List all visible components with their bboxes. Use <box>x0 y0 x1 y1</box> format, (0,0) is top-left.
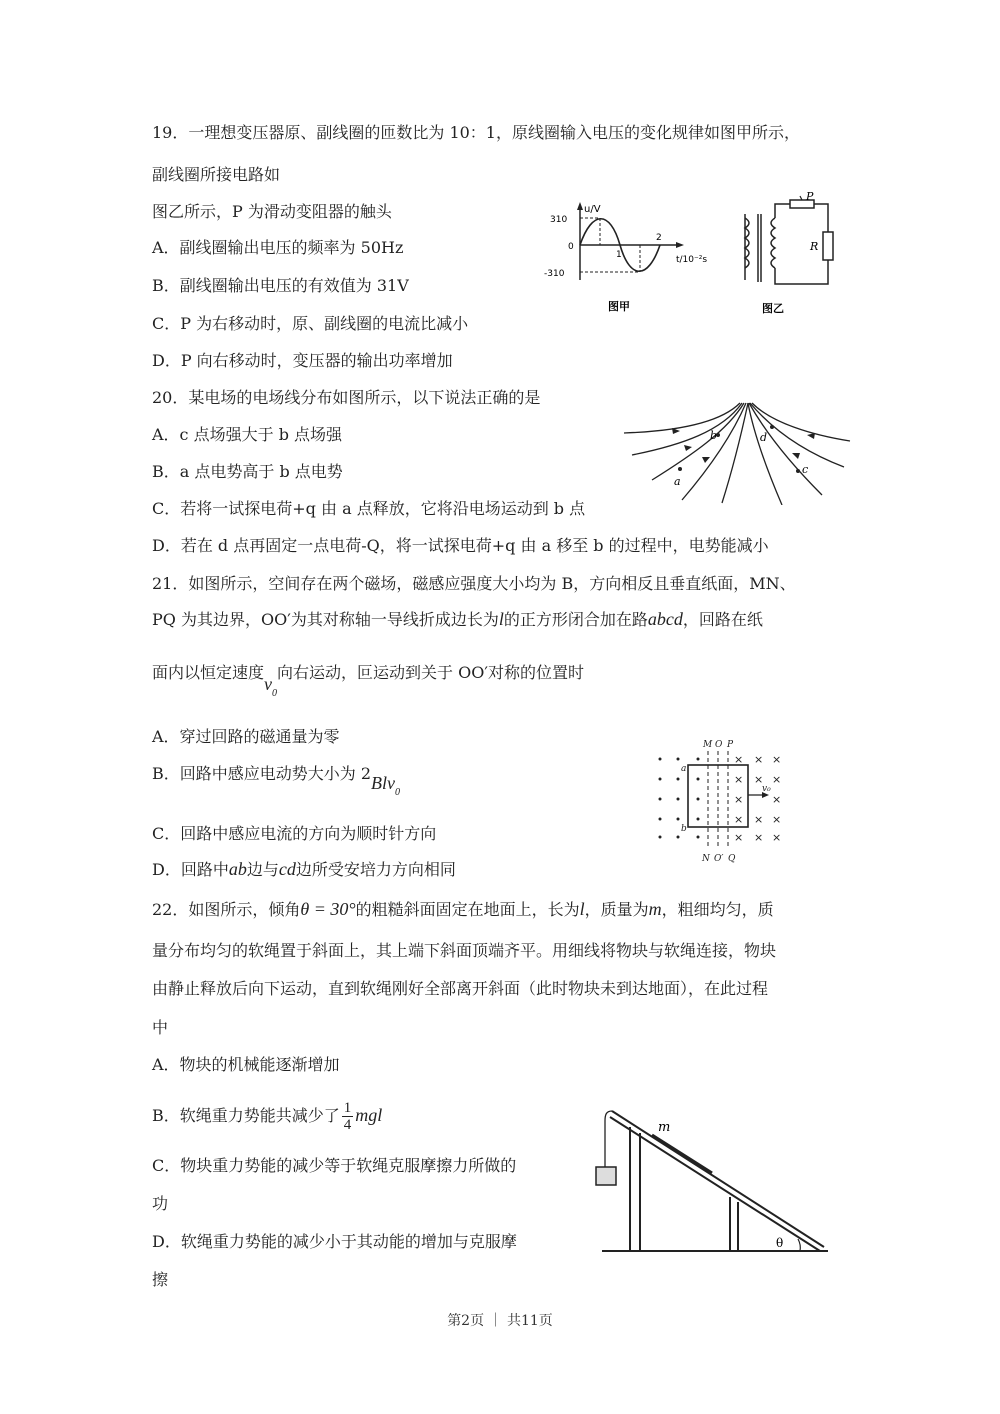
tick-label-310: 310 <box>550 215 568 225</box>
q21-option-b-text: B．回路中感应电动势大小为 2 <box>152 764 372 783</box>
point-b-label: b <box>710 429 718 442</box>
tick-label-1: 1 <box>616 250 622 260</box>
q22-fraction: $\frac{1}{4}$ <box>343 1100 352 1133</box>
q21-velocity-symbol: $v_0$ <box>264 674 278 699</box>
q21-option-d-part2: 边与 <box>246 860 279 879</box>
q19-stem-line2: 副线圈所接电路如 <box>152 165 281 184</box>
q21-option-b-formula: Blv$_0$ <box>371 773 401 798</box>
q22-stem-line1 <box>152 898 774 921</box>
svg-text:×: × <box>754 773 764 786</box>
tick-label-neg310: -310 <box>544 269 565 279</box>
q19-stem-line1: 19．一理想变压器原、副线圈的匝数比为 10：1，原线圈输入电压的变化规律如图甲所示， <box>152 123 800 142</box>
svg-text:×: × <box>754 813 764 826</box>
q19-option-a: A．副线圈输出电压的频率为 50Hz <box>152 238 404 257</box>
q20-option-b: B．a 点电势高于 b 点电势 <box>152 462 343 481</box>
q22-option-b-formula: mgl <box>355 1105 383 1125</box>
q21-stem-line3-part1: 面内以恒定速度 <box>152 663 265 682</box>
tick-label-2: 2 <box>656 233 662 243</box>
q22-mass-symbol: m <box>648 899 662 919</box>
q21-option-a: A．穿过回路的磁通量为零 <box>152 727 340 746</box>
figure-a-caption: 图甲 <box>608 300 630 313</box>
tick-label-0: 0 <box>568 242 574 252</box>
q21-stem-line2-part1: PQ 为其边界，OO′为其对称轴一导线折成边长为 <box>152 610 499 629</box>
boundary-q-label: Q <box>728 854 736 864</box>
svg-text:×: × <box>772 793 782 806</box>
q21-option-c: C．回路中感应电流的方向为顺时针方向 <box>152 824 437 843</box>
axis-o-label: O <box>715 740 723 750</box>
q21-option-b <box>152 763 400 804</box>
q21-stem-line3 <box>152 662 584 705</box>
q22-stem-line1-part1: 22．如图所示，倾角 <box>152 900 301 919</box>
q20-option-a: A．c 点场强大于 b 点场强 <box>152 425 343 444</box>
axis-xlabel: t/10⁻²s <box>676 255 708 265</box>
point-a-label: a <box>674 475 681 488</box>
svg-text:×: × <box>772 773 782 786</box>
q22-option-c-line1: C．物块重力势能的减少等于软绳克服摩擦力所做的 <box>152 1156 517 1175</box>
point-d-label: d <box>760 431 768 444</box>
corner-a-label: a <box>681 764 687 774</box>
q21-stem-line1: 21．如图所示，空间存在两个磁场，磁感应强度大小均为 B，方向相反且垂直纸面，MN、 <box>152 574 796 593</box>
q20-figure-field-lines <box>622 395 852 505</box>
q20-stem: 20．某电场的电场线分布如图所示，以下说法正确的是 <box>152 388 541 407</box>
q21-stem-line2-part2: 的正方形闭合加在路 <box>503 610 648 629</box>
boundary-m-label: M <box>703 740 713 750</box>
corner-b-label: b <box>681 824 687 834</box>
q19-figure-b-circuit <box>730 192 850 320</box>
q22-length-symbol: l <box>579 899 585 919</box>
q20-option-d: D．若在 d 点再固定一点电荷-Q，将一试探电荷+q 由 a 移至 b 的过程中，电势能减小 <box>152 536 769 555</box>
q21-stem-line2-part3: ，回路在纸 <box>682 610 763 629</box>
q22-stem-line1-part3: ，质量为 <box>584 900 649 919</box>
svg-text:×: × <box>772 813 782 826</box>
velocity-label: v₀ <box>762 784 771 794</box>
point-c-label: c <box>802 463 809 476</box>
q20-option-c: C．若将一试探电荷+q 由 a 点释放，它将沿电场运动到 b 点 <box>152 499 586 518</box>
q21-option-d-cd: cd <box>278 859 296 879</box>
q19-option-d: D．P 向右移动时，变压器的输出功率增加 <box>152 351 453 370</box>
q22-stem-line1-part2: 的粗糙斜面固定在地面上，长为 <box>355 900 580 919</box>
q22-option-a: A．物块的机械能逐渐增加 <box>152 1055 340 1074</box>
q21-option-d-part1: D．回路中 <box>152 860 229 879</box>
q22-option-d-line1: D．软绳重力势能的减少小于其动能的增加与克服摩 <box>152 1232 517 1251</box>
q22-option-d-line2: 擦 <box>152 1270 169 1289</box>
boundary-n-label: N <box>702 854 710 864</box>
q21-option-d <box>152 858 456 881</box>
page-footer: 第2页 ｜ 共11页 <box>447 1313 553 1329</box>
q19-figure-a-waveform <box>540 200 715 320</box>
axis-o-prime-label: O′ <box>714 854 724 864</box>
angle-theta-label: θ <box>776 1236 784 1250</box>
svg-text:×: × <box>734 753 744 766</box>
figure-b-caption: 图乙 <box>762 302 784 315</box>
q22-stem-line1-part4: ，粗细均匀，质 <box>661 900 774 919</box>
q22-option-b <box>152 1100 382 1133</box>
q21-stem-line2 <box>152 608 763 631</box>
q22-stem-line3: 由静止释放后向下运动，直到软绳刚好全部离开斜面（此时物块未到达地面），在此过程 <box>152 979 769 998</box>
boundary-p-label: P <box>727 740 734 750</box>
q19-option-b: B．副线圈输出电压的有效值为 31V <box>152 276 409 295</box>
q19-stem-line3: 图乙所示，P 为滑动变阻器的触头 <box>152 202 392 221</box>
q19-option-c: C．P 为右移动时，原、副线圈的电流比减小 <box>152 314 469 333</box>
q22-option-c-line2: 功 <box>152 1194 169 1213</box>
svg-text:×: × <box>772 753 782 766</box>
q21-loop-name: abcd <box>647 609 683 629</box>
svg-text:×: × <box>734 773 744 786</box>
svg-text:×: × <box>754 831 764 844</box>
svg-text:×: × <box>734 831 744 844</box>
q22-angle-value: θ = 30° <box>300 899 356 919</box>
q22-option-b-text: B．软绳重力势能共减少了 <box>152 1106 340 1125</box>
rope-mass-label: m <box>658 1120 671 1135</box>
label-r: R <box>810 240 819 253</box>
q21-side-length-symbol: l <box>498 609 504 629</box>
svg-text:×: × <box>754 753 764 766</box>
q21-figure-magnetic-field <box>650 737 790 865</box>
axis-ylabel: u/V <box>584 204 601 215</box>
q22-stem-line2: 量分布均匀的软绳置于斜面上，其上端下斜面顶端齐平。用细线将物块与软绳连接，物块 <box>152 941 777 960</box>
q21-option-d-part3: 边所受安培力方向相同 <box>295 860 456 879</box>
q22-figure-incline <box>592 1105 832 1255</box>
q21-option-d-ab: ab <box>228 859 247 879</box>
q22-stem-line4: 中 <box>152 1018 169 1037</box>
q21-stem-line3-part2: 向右运动，叵运动到关于 OO′对称的位置时 <box>277 663 584 682</box>
svg-text:×: × <box>734 793 744 806</box>
svg-text:×: × <box>772 831 782 844</box>
label-p: P <box>806 192 814 203</box>
svg-text:×: × <box>734 813 744 826</box>
